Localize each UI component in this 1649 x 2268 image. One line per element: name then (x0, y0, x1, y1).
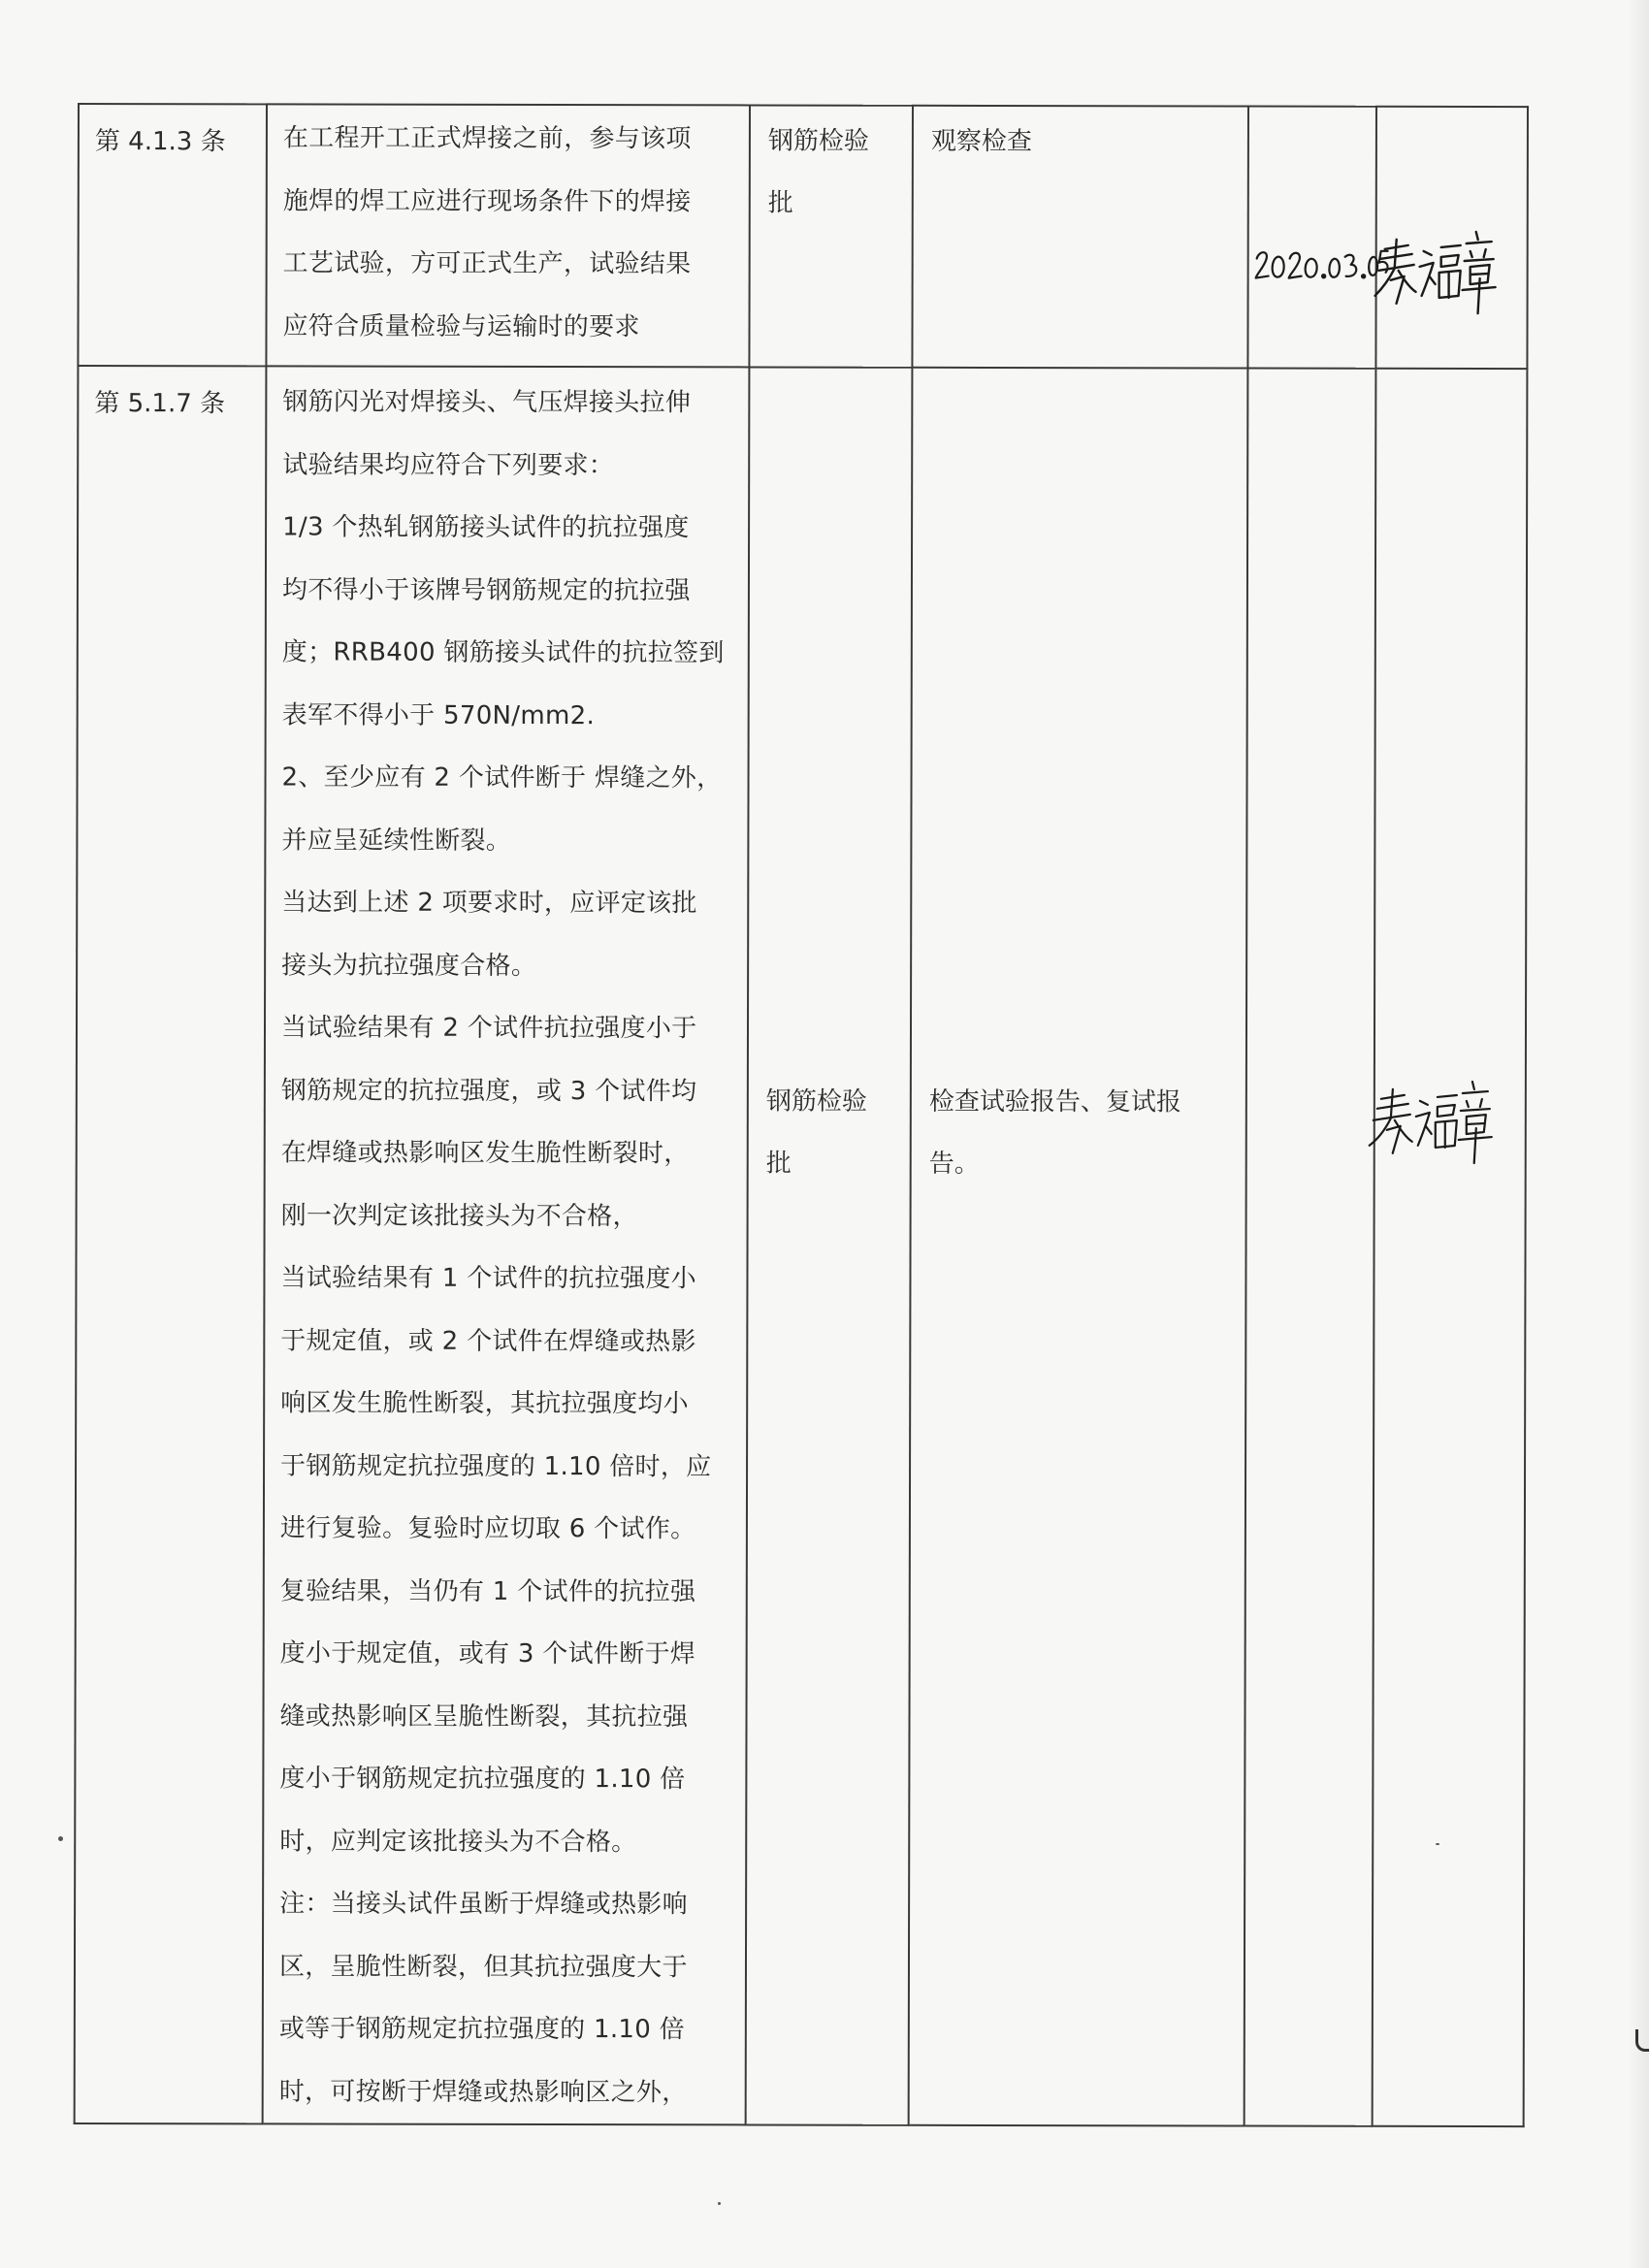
requirement-line: 缝或热影响区呈脆性断裂，其抗拉强 (279, 1701, 689, 1732)
requirement-line: 度；RRB400 钢筋接头试件的抗拉签到 (281, 637, 725, 668)
requirement-cell (266, 104, 750, 367)
requirement-line: 钢筋规定的抗拉强度，或 3 个试件均 (280, 1075, 697, 1106)
requirement-cell (263, 366, 750, 2124)
scan-speck (718, 2202, 721, 2205)
batch-line: 钢筋检验 (767, 126, 869, 156)
requirement-line: 表军不得小于 570N/mm2. (281, 699, 596, 730)
signature-cell (1375, 107, 1528, 369)
requirement-line: 响区发生脆性断裂，其抗拉强度均小 (280, 1388, 690, 1419)
handwritten-signature (1368, 1074, 1494, 1167)
requirement-line: 进行复验。复验时应切取 6 个试作。 (279, 1513, 696, 1544)
requirement-line: 钢筋闪光对焊接头、气压焊接头拉伸 (282, 387, 692, 418)
requirement-line: 并应呈延续性断裂。 (281, 825, 512, 856)
requirement-line: 工艺试验，方可正式生产，试验结果 (282, 248, 692, 279)
method-line: 观察检查 (930, 126, 1032, 157)
clause-number: 第 4.1.3 条 (94, 127, 226, 157)
table-row (75, 366, 1528, 2126)
requirement-line: 时，可按断于焊缝或热影响区之外， (278, 2076, 688, 2107)
method-cell (912, 106, 1248, 369)
clause-cell (78, 104, 267, 366)
requirement-line: 复验结果，当仍有 1 个试件的抗拉强 (279, 1575, 696, 1606)
method-text (914, 107, 1247, 174)
table-row (78, 104, 1528, 369)
batch-line: 批 (767, 188, 793, 218)
requirement-line: 应符合质量检验与运输时的要求 (282, 310, 640, 341)
inspection-batch-cell (746, 367, 913, 2124)
inspection-batch-cell (749, 105, 913, 367)
clause-cell (75, 366, 267, 2123)
requirement-line: 度小于钢筋规定抗拉强度的 1.10 倍 (279, 1764, 686, 1795)
requirement-line: 在工程开工正式焊接之前，参与该项 (282, 123, 692, 154)
requirement-text (267, 105, 749, 358)
requirement-line: 当试验结果有 1 个试件的抗拉强度小 (280, 1263, 696, 1294)
requirement-line: 时，应判定该批接头为不合格。 (279, 1826, 637, 1857)
requirement-line: 于钢筋规定抗拉强度的 1.10 倍时，应 (280, 1450, 712, 1481)
method-line: 告。 (928, 1149, 980, 1179)
requirement-text (264, 367, 749, 2123)
requirement-line: 均不得小于该牌号钢筋规定的抗拉强 (281, 574, 691, 605)
requirement-line: 注：当接头试件虽断于焊缝或热影响 (279, 1889, 688, 1920)
clause-number: 第 5.1.7 条 (94, 389, 226, 419)
requirement-line: 施焊的焊工应进行现场条件下的焊接 (282, 185, 692, 216)
requirement-line: 刚一次判定该批接头为不合格， (280, 1200, 638, 1231)
requirement-line: 当试验结果有 2 个试件抗拉强度小于 (280, 1013, 697, 1044)
signature-cell (1373, 369, 1528, 2126)
page-edge-shadow (1628, 0, 1649, 2268)
requirement-line: 或等于钢筋规定抗拉强度的 1.10 倍 (278, 2014, 685, 2045)
handwritten-date (1253, 238, 1389, 290)
requirement-line: 于规定值，或 2 个试件在焊缝或热影 (280, 1325, 696, 1356)
scan-speck (1436, 1843, 1439, 1845)
date-cell (1245, 369, 1376, 2126)
requirement-line: 当达到上述 2 项要求时，应评定该批 (281, 888, 697, 919)
requirement-line: 试验结果均应符合下列要求： (282, 449, 615, 480)
requirement-line: 区，呈脆性断裂，但其抗拉强度大于 (278, 1951, 688, 1982)
batch-line: 批 (765, 1149, 792, 1179)
requirement-line: 在焊缝或热影响区发生脆性断裂时， (280, 1138, 690, 1169)
method-text (912, 1067, 1199, 1196)
page-corner-mark (1635, 2029, 1649, 2052)
method-line: 检查试验报告、复试报 (928, 1086, 1181, 1118)
requirement-line: 1/3 个热轧钢筋接头试件的抗拉强度 (282, 512, 690, 543)
inspection-table (74, 103, 1529, 2127)
batch-line: 钢筋检验 (765, 1086, 867, 1117)
scan-speck (58, 1836, 63, 1841)
requirement-line: 接头为抗拉强度合格。 (281, 950, 537, 981)
handwritten-signature (1372, 222, 1498, 315)
requirement-line: 2、至少应有 2 个试件断于 焊缝之外， (281, 762, 723, 794)
method-cell (909, 368, 1248, 2126)
inspection-batch-text (751, 106, 912, 234)
date-cell (1247, 107, 1376, 369)
inspection-batch-text (749, 1066, 885, 1194)
requirement-line: 度小于规定值，或有 3 个试件断于焊 (279, 1638, 696, 1669)
